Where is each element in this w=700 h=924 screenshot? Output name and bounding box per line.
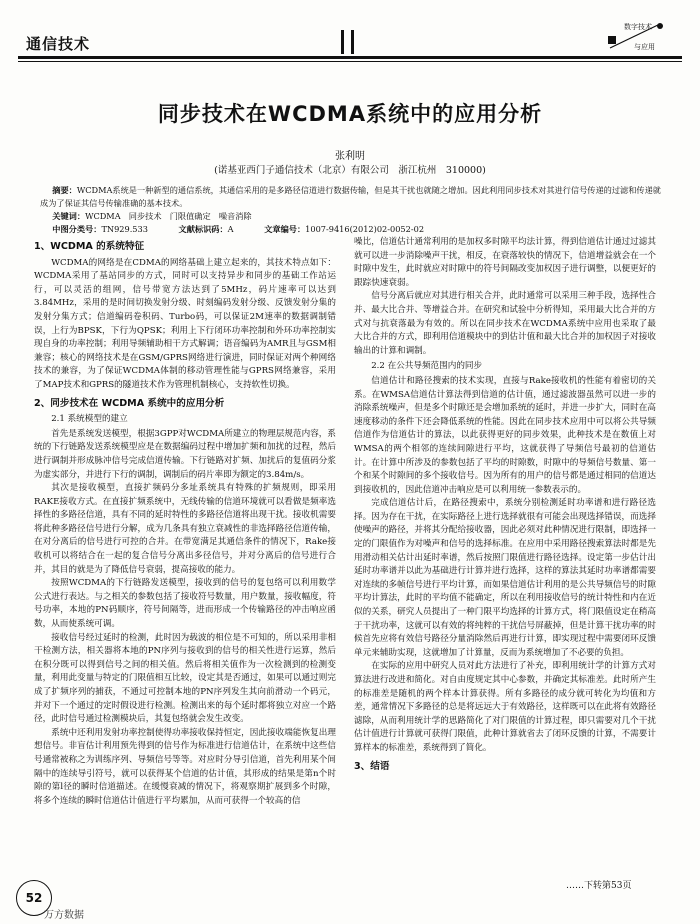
paragraph: 信道估计和路径搜索的技术实现，直接与Rake接收机的性能有着密切的关系。在WMSA信道估计算法得到信道的估计值，通过滤波器虽然可以进一步的消除系统噪声，但是多个时隙还是会增加系统的延时，并进一步扩大，同时在高速度移动的条件下还会降低系统的性能。因此在同步技术应用中可以将公共导频信道作为信道估计的算法，以此获得更好的同步效果，此种技术是在数值上对WMSA的两个相邻的连续间隙进行平均，这就获得了导频信号最初的信道估计。在计算中所涉及的参数包括了平均的时隙数，时隙中的导频信号数量、第一个和某个时隙间的多个接收信号。因为所有的用户的信号都是通过相同的信道达到接收机的，因此信道冲击响应是可以利用统一参数表示的。	[354, 375, 656, 495]
section-1-heading: 1、WCDMA 的系统特征	[34, 241, 145, 252]
document-code: 文献标识码：A	[178, 224, 234, 234]
paragraph: 在实际的应用中研究人员对此方法进行了补充，即利用统计学的计算方式对算法进行改进和简化。对自由度规定其中心参数，并确定其标准差。此时所产生的标准差是随机的两个样本计算获得。所有多路径的成分就可转化为均值和方差，通常情况下多路径的总是将远远大于有效路径，这样既可以在此将有效路径滤除，从而利用统计学的思路简化了对门限值的计算过程，即只需要对几个干扰估计值进行计算就可获得门限值，此种计算就省去了闭环反馈的计算，不需要计算样本的标准差，系统得到了简化。	[354, 661, 656, 753]
author-affiliation: (诺基亚西门子通信技术（北京）有限公司 浙江杭州 310000)	[214, 165, 486, 176]
section-2-heading: 2、同步技术在 WCDMA 系统中的应用分析	[34, 397, 225, 409]
keywords	[40, 210, 662, 223]
right-column	[354, 236, 656, 776]
continued-note: ……下转第53页	[566, 881, 632, 891]
paragraph: 按照WCDMA的下行链路发送模型，接收到的信号的复包络可以利用数学公式进行表达。与之相关的参数包括了接收符号数量，用户数量，接收幅度，符号功率，本地的PN码顺序，符号间隔等，进而形成一个传输路径的冲击响应函数，从而使系统可调。	[34, 578, 336, 630]
logo-text-bottom: 与应用	[634, 43, 655, 51]
source-watermark: 万方数据	[44, 910, 84, 921]
section-title: 通信技术	[26, 35, 91, 53]
journal-logo	[600, 20, 672, 54]
abstract-block	[40, 184, 662, 236]
keywords-label: 关键词：	[52, 211, 86, 221]
paragraph: 其次是接收模型，直接扩频码分多址系统具有特殊的扩频规则，即采用RAKE接收方式。在直接扩频系统中，无线传输的信道环境就可以看做是频率选择性的多路径信道，具有不同的延时特性的多路径信道将出现干扰。接收机需要将此种多路径信号进行分解，成为几条具有独立衰减性的非选择路径信道传输，在对分离后的信号进行可控的合并。在带宽满足其通信条件的情况下，Rake接收机可以将结合在一起的复合信号分离出多径信号，并对分离后的信号进行合并，其目的就是为了降低信号衰弱，提高接收的能力。	[34, 483, 336, 575]
article-number: 文章编号：1007-9416(2012)02-0052-02	[264, 224, 425, 234]
author-name: 张利明	[335, 151, 365, 162]
article-title: 同步技术在WCDMA系统中的应用分析	[157, 102, 543, 126]
subsection-2-1-heading: 2.1 系统模型的建立	[51, 414, 128, 425]
classification-line	[40, 223, 662, 236]
paragraph: 接收信号经过延时的检测，此时因为载波的相位是不可知的，所以采用非相干检测方法，相关器将本地的PN序列与接收到的信号的相关性进行运算，然后在积分既可以得到信号之间的相关值。然后将相关值作为一次检测到的检测变量，利用此变量与特定的门限值相互比较，设定其是否通过，如果可以通过则完成了扩频序列的捕获，不通过可控制本地的PN序列发生其向前滑动一个码元，并对下一个通过的定时假设进行检测。检测出来的每个延时都将独立对应一个路径，此时信号通过检测模块后，其复包络就会发生改变。	[34, 632, 336, 725]
section-3-heading: 3、结语	[354, 760, 390, 772]
page-number: 52	[25, 891, 43, 905]
header-rule-thin	[18, 61, 682, 62]
subsection-2-2-heading: 2.2 在公共导频范围内的同步	[371, 361, 483, 372]
paragraph: WCDMA的网络是在CDMA的网络基础上建立起来的，其技术特点如下：WCDMA采用了基站同步的方式，同时可以支持异步和同步的基础工作站运行，可以灵活的组网，信号带宽方法达到了5MHz，码片速率可以达到3.84MHz，采用的是时间切换发射分级、时刻编码发射分级、反馈发射分集的发射分集方式；信道编码卷积码、Turbo码，可以保证2M速率的数据调制错误，上行为BPSK，下行为QPSK；利用上下行闭环功率控制和外环功率控制实现自身的功率控制；利用导频辅助相干方式解调；语音编码为AMR且与GSM相兼容；核心的网络技术是在GSM/GPRS网络进行演进，同时保证对两个种网络技术的兼容，为了保证WCDMA体制的移动管理性能与GPRS网络兼容，采用了MAP技术和GPRS的隧道技术作为管理机制核心，支持软性切换。	[34, 257, 336, 390]
keywords-text: WCDMA 同步技术 门限值确定 噪音消除	[85, 211, 252, 221]
abstract-label: 摘要：	[52, 185, 77, 195]
paragraph: 噪比，信道估计通常利用的是加权多时隙平均法计算，得到信道估计通过过滤其就可以进一步消除噪声干扰，相反，在衰落较快的情况下，信道增益就会在一个时隙中发生，此时就应对时隙中的符号间隔改变加权因子进行调整，以便更好的跟踪快速衰弱。	[354, 237, 656, 288]
abstract	[40, 184, 662, 210]
header-rule	[18, 56, 682, 59]
left-column	[34, 236, 336, 808]
clc-number: 中图分类号：TN929.533	[52, 224, 148, 234]
paragraph: 信号分离后就应对其进行相关合并，此时通常可以采用三种手段，选择性合并、最大比合并、等增益合并。在研究和试验中分析得知，采用最大比合并的方式对与抗衰落最为有效的。所以在同步技术在WCDMA系统中应用也采取了最大比合并的方式，即利用信道模块中的到估计值和最大比合并的加权因子对接收输出的计算和调制。	[354, 291, 656, 356]
paragraph: 完成信道估计后，在路径搜索中，系统分别检测延时功率谱和进行路径选择。因为存在干扰，在实际路径上进行选择就很有可能会出现选择错误，而选择使噪声的路径，并将其分配给接收器，因此必须对此种情况进行限制，即选择一定的门限值作为对噪声和信号的选择标准。在应用中采用路径搜索算法时都是先用滑动相关估计出延时率谱，然后按照门限值进行路径选择。设定第一步估计出延时功率谱并以此为基础进行计算并进行选择，这样的算法其延时功率谱都需要对连续的多帧信号进行平均计算，而如果信道估计利用的是公共导频信号的时隙平均计算法，此时的平均值不能确定，所以在利用接收信号的统计特性和内在近似的关系，研究人员提出了一种门限平均选择的计算方式，将门限值设定在稍高于干扰功率，这就可以有效的将纯粹的干扰信号屏蔽掉，但是计算干扰功率的时候首先应将有效信号路径分量消除然后再进行计算，即实现过程中需要闭环反馈单元来辅助实现，这就增加了计算量，反而为系统增加了不必要的负担。	[354, 498, 656, 658]
header-divider-bar	[341, 30, 344, 54]
paragraph: 系统中还利用发射功率控制使得功率接收保持恒定，因此接收端能恢复出理想信号。非盲估计利用预先得到的信号作为标准进行信道估计，在系统中这些信号通常被称之为训练序列、导频信号等等。对应时分导引信道，首先利用某个间隔中的连续导引符号，就可以获得某个信道的估计值，其形成的结果是第n个时隙的第l径的瞬时信道描述。在缓慢衰减的情况下，将观察期扩展到多个时隙，将多个连续的瞬时信道估计值进行平均累加，从而可获得一个较高的信	[34, 727, 336, 806]
header-divider-bar	[351, 30, 354, 54]
logo-text-top: 数字技术	[624, 23, 652, 31]
paragraph: 首先是系统发送模型，根据3GPP对WCDMA所建立的物理层规范内容，系统的下行链路发送系统模型应是在数据编码过程中增加扩频和加扰的过程，然后进行调制并形成脉冲信号完成信道传输。下行链路对扩频、加扰后的复值码分浆为虚实部分，并进行下行的调制，调制后的码片率即为额定的3.84m/s。	[34, 428, 336, 480]
abstract-text: WCDMA系统是一种新型的通信系统，其通信采用的是多路径信道进行数据传输，但是其干扰也就随之增加。因此利用同步技术对其进行信号传递的过滤和传递就成为了保证其信号传输准确的基本技术。	[40, 185, 661, 208]
journal-header	[0, 0, 700, 62]
